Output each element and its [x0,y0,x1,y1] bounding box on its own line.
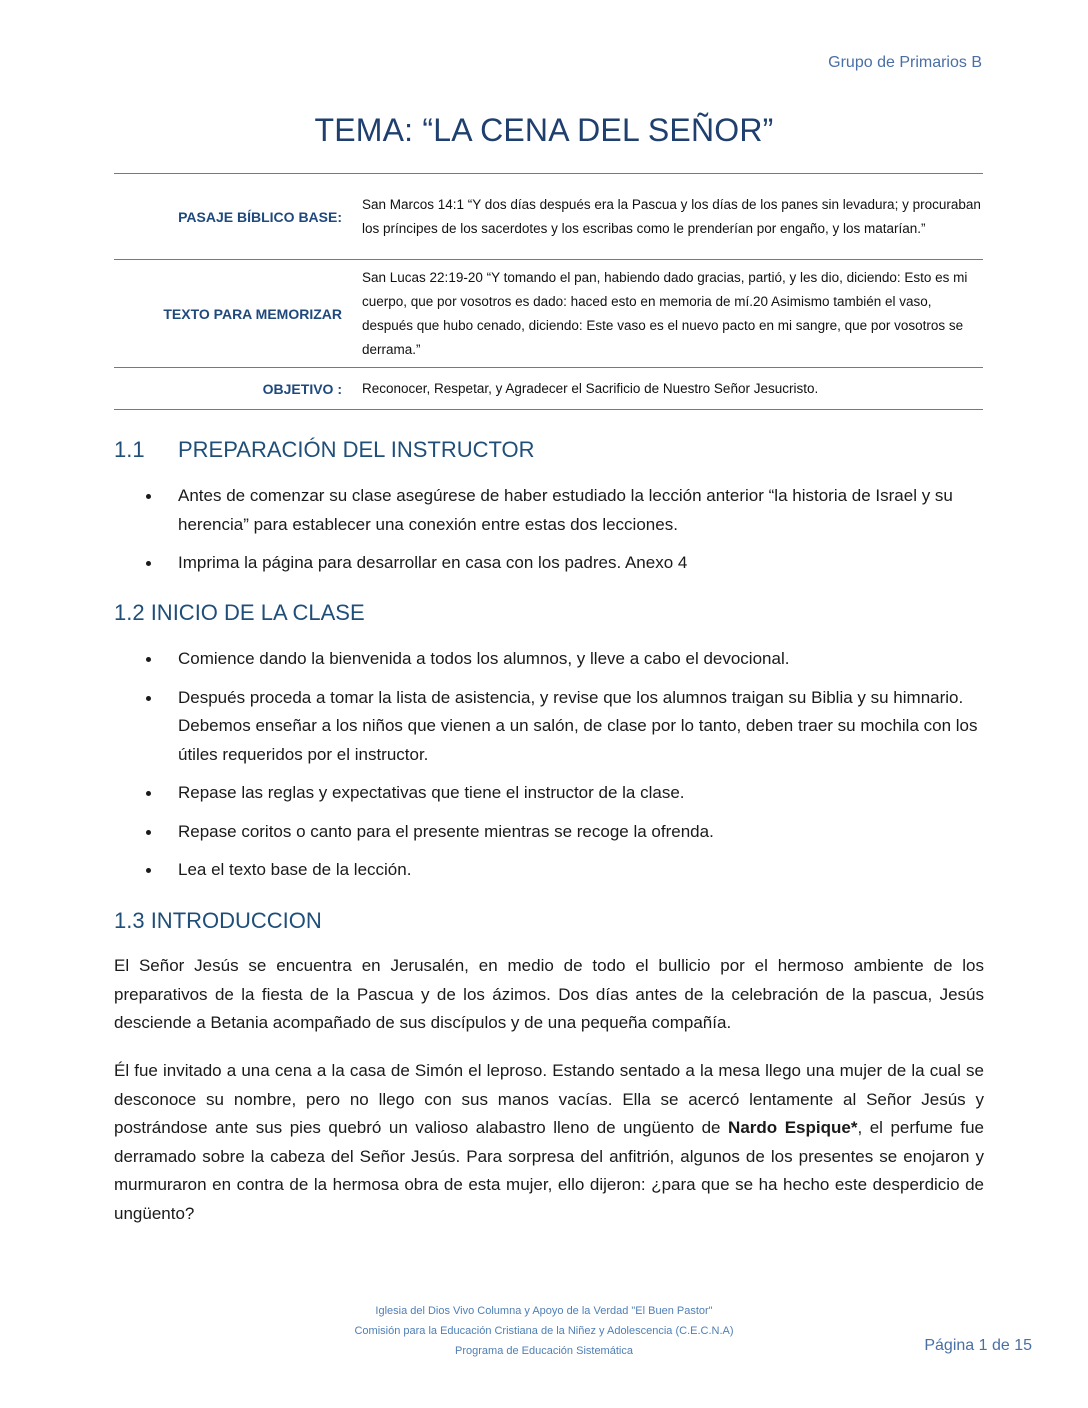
section-title: PREPARACIÓN DEL INSTRUCTOR [178,437,535,462]
intro-paragraph-1: El Señor Jesús se encuentra en Jerusalén, en medio de todo el bullicio por el hermoso ambiente de los preparativos de la fiesta de la Pascua y de los ázimos. Dos días antes de la celebración de la pascua, Jesús desciende a Betania acompañado de sus discípulos y de una pequeña compañía. [114,956,984,1033]
page-title: TEMA: “LA CENA DEL SEÑOR” [314,112,774,148]
info-row-objetivo [114,368,983,410]
lesson-info-table [114,173,983,410]
info-row-memorizar [114,260,983,368]
bullet-icon [146,561,151,566]
list-item: Lea el texto base de la lección. [114,856,984,885]
objetivo-value: Reconocer, Respetar, y Agradecer el Sacrificio de Nuestro Señor Jesucristo. [362,380,819,396]
nardo-espique-term: Nardo Espique* [728,1118,858,1138]
footer-program: Programa de Educación Sistemática [455,1345,633,1357]
list-item: Repase coritos o canto para el presente mientras se recoge la ofrenda. [114,818,984,847]
document-header-group: Grupo de Primarios B [828,54,982,71]
info-row-pasaje [114,174,983,260]
intro-paragraph-2: Él fue invitado a una cena a la casa de Simón el leproso. Estando sentado a la mesa llego una mujer de la cual se desconoce su nombre, pero no llego con sus manos vacías. Ella se acercó lentamente al Señor Jesús y postrándose ante sus pies quebró un valioso alabastro lleno de ungüento de Nardo Espique*, el perfume fue derramado sobre la cabeza del Señor Jesús. Para sorpresa del anfitrión, algunos de los presentes se enojaron y murmuraron en contra de la hermosa obra de esta mujer, ello dijeron: ¿para que se ha hecho este desperdicio de ungüento? [114,1061,984,1223]
objetivo-label: OBJETIVO : [262,380,342,397]
bullet-icon [146,868,151,873]
memorizar-value: San Lucas 22:19-20 “Y tomando el pan, habiendo dado gracias, partió, y les dio, diciendo: Esto es mi cuerpo, que por vosotros es dado: haced esto en memoria de mí.20 Asimismo también el vaso, después que hubo cenado, diciendo: Este vaso es el nuevo pacto en mi sangre, que por vosotros se derrama.” [362,269,968,357]
inicio-list [114,645,984,895]
bullet-icon [146,657,151,662]
page-number: Página 1 de 15 [924,1337,1032,1354]
list-item: Imprima la página para desarrollar en casa con los padres. Anexo 4 [114,549,984,578]
memorizar-label: TEXTO PARA MEMORIZAR [163,305,342,322]
bullet-icon [146,494,151,499]
bullet-icon [146,696,151,701]
list-item: Antes de comenzar su clase asegúrese de haber estudiado la lección anterior “la historia de Israel y su herencia” para establecer una conexión entre estas dos lecciones. [114,482,984,539]
list-item: Repase las reglas y expectativas que tiene el instructor de la clase. [114,779,984,808]
list-item: Después proceda a tomar la lista de asistencia, y revise que los alumnos traigan su Biblia y su himnario. Debemos enseñar a los niños que vienen a un salón, de clase por lo tanto, deben traer su mochila con los útiles requeridos por el instructor. [114,684,984,770]
bullet-icon [146,830,151,835]
section-heading-introduccion: 1.3 INTRODUCCION [114,908,322,933]
footer-church: Iglesia del Dios Vivo Columna y Apoyo de la Verdad "El Buen Pastor" [375,1305,713,1317]
section-heading-inicio: 1.2 INICIO DE LA CLASE [114,600,365,625]
section-heading-preparacion [114,437,535,463]
pasaje-label: PASAJE BÍBLICO BASE: [178,208,342,225]
pasaje-value: San Marcos 14:1 “Y dos días después era la Pascua y los días de los panes sin levadura; y procuraban los príncipes de los sacerdotes y los escribas como le prenderían por engaño, y los matarían.” [362,196,981,236]
list-item: Comience dando la bienvenida a todos los alumnos, y lleve a cabo el devocional. [114,645,984,674]
footer-commission: Comisión para la Educación Cristiana de la Niñez y Adolescencia (C.E.C.N.A) [354,1325,734,1337]
section-number: 1.1 [114,437,145,462]
bullet-icon [146,791,151,796]
preparacion-list [114,482,984,588]
